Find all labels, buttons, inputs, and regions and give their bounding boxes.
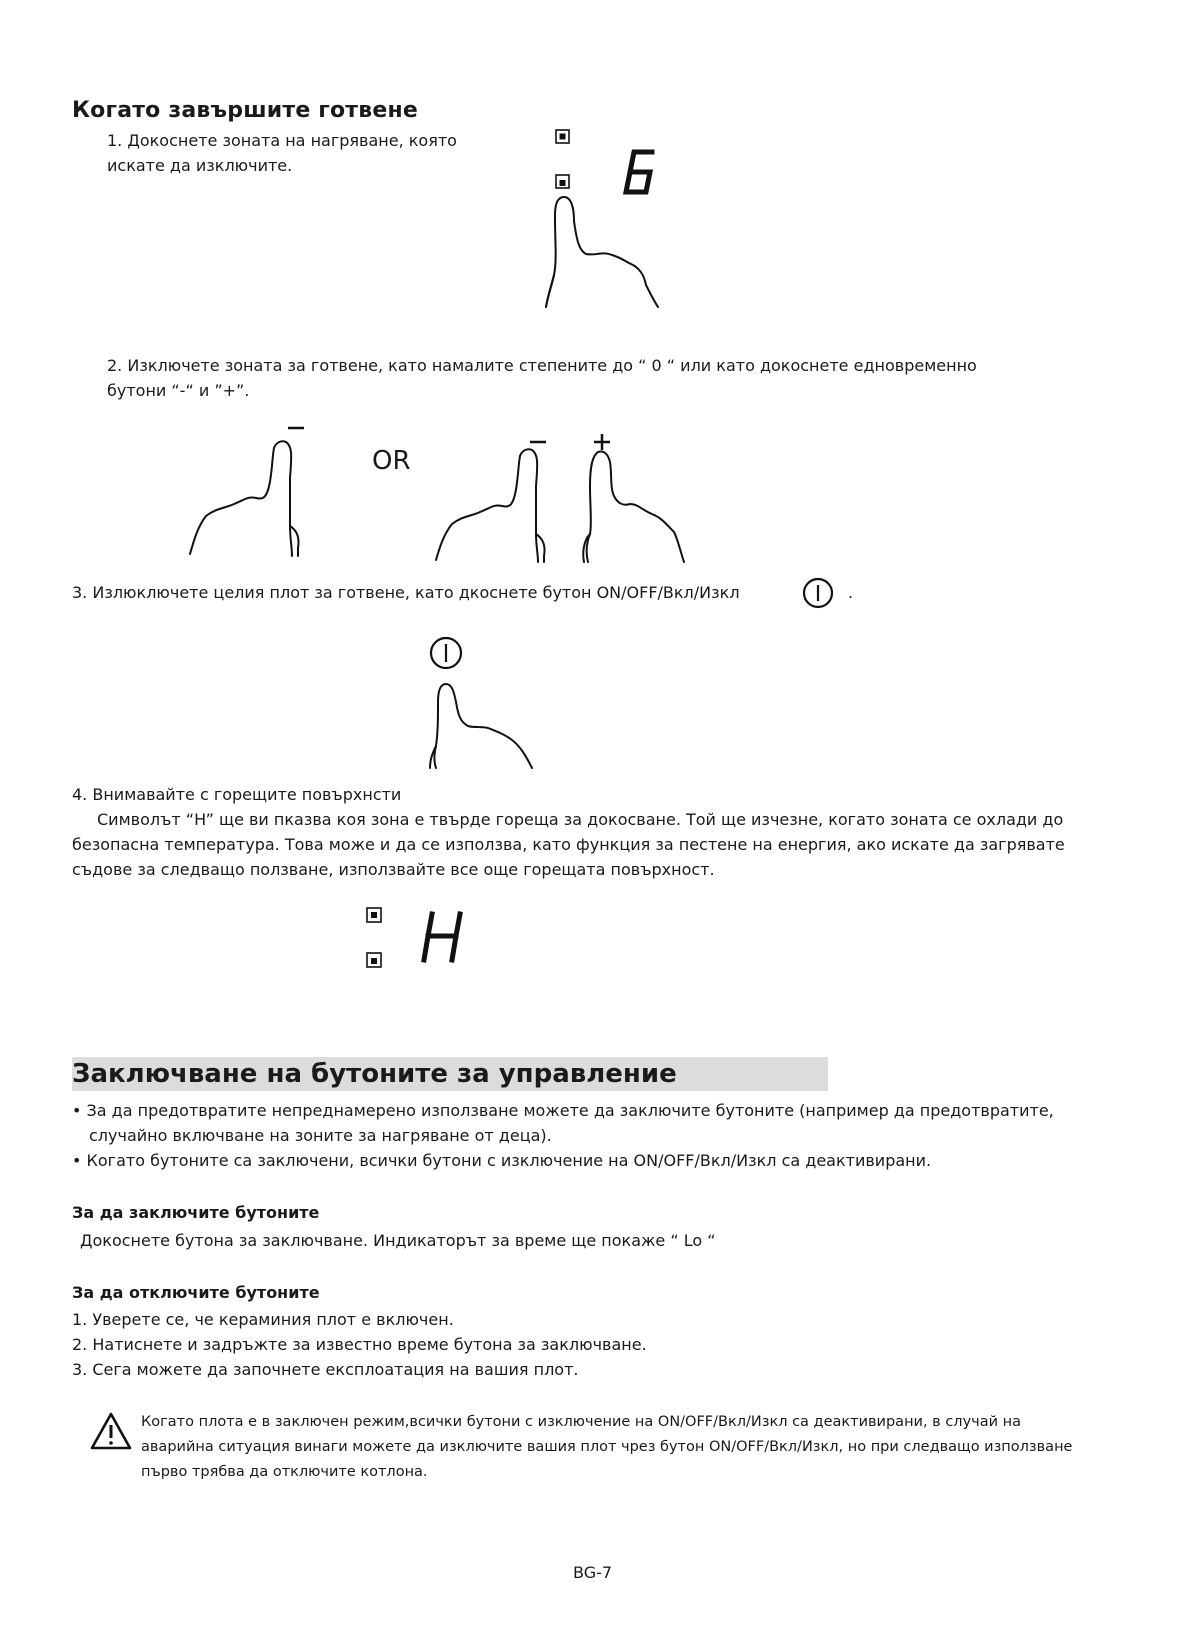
unlock-step2: 2. Натиснете и задръжте за известно време бутона за заключване. [72, 1335, 647, 1354]
minus-touch-illustration [186, 418, 326, 558]
finger-icon [583, 451, 684, 562]
finger-icon [546, 197, 658, 307]
section-title-lock-controls: Заключване на бутоните за управление [72, 1059, 677, 1089]
bullet2: • Когато бутоните са заключени, всички бутони с изключение на ON/OFF/Вкл/Изкл са деактивирани. [72, 1151, 932, 1170]
unlock-step1: 1. Уверете се, че кераминия плот е включен. [72, 1310, 454, 1329]
step3-end: . [848, 583, 854, 602]
step4-line1: Символът “H” ще ви пказва коя зона е твърде гореща за докосване. Той ще изчезне, когато зоната се охлади до [97, 810, 1064, 829]
power-touch-illustration [426, 636, 556, 771]
step4-line3: съдове за следващо ползване, използвайте все още горещата повърхност. [72, 860, 715, 879]
unlock-step3: 3. Сега можете да започнете експлоатация на вашия плот. [72, 1360, 579, 1379]
step3-text: 3. Излюключете целия плот за готвене, като дкоснете бутон ON/OFF/Вкл/Изкл [72, 583, 740, 602]
minus-plus-touch-illustration [434, 428, 714, 563]
step4-line2: безопасна температура. Това може и да се използва, като функция за пестене на енергия, ако искате да загрявате [72, 835, 1065, 854]
hot-symbol [420, 910, 466, 965]
finger-icon [430, 684, 532, 768]
lock-text: Докоснете бутона за заключване. Индикаторът за време ще покаже “ Lo “ [80, 1231, 716, 1250]
bullet1-line2: случайно включване на зоните за нагряване от деца). [89, 1126, 552, 1145]
bullet1-line1: • За да предотвратите непреднамерено използване можете да заключите бутоните (например да предотвратите, [72, 1101, 1054, 1120]
or-label: OR [372, 446, 411, 476]
power-icon [431, 638, 461, 668]
hot-zone-illustration [365, 904, 395, 974]
finger-icon [190, 441, 299, 556]
lock-heading: За да заключите бутоните [72, 1203, 320, 1222]
warning-icon [89, 1411, 133, 1455]
page-number: BG-7 [573, 1563, 613, 1582]
step2-line1: 2. Изключете зоната за готвене, като намалите степените до “ 0 “ или като докоснете едновременно [107, 356, 977, 375]
warning-line1: Когато плота е в заключен режим,всички бутони с изключение на ON/OFF/Вкл/Изкл са деактивирани, в случай на [141, 1414, 1022, 1430]
step1-line2: искате да изключите. [107, 156, 293, 175]
unlock-heading: За да отключите бутоните [72, 1283, 320, 1302]
display-digit-value [622, 148, 623, 149]
plus-icon [594, 434, 610, 450]
touch-zone-illustration [540, 125, 700, 310]
section-title-finish-cooking: Когато завършите готвене [72, 98, 419, 123]
step2-line2: бутони “-“ и ”+”. [107, 381, 250, 400]
power-icon [801, 576, 835, 614]
step1-line1: 1. Докоснете зоната на нагряване, която [107, 131, 457, 150]
finger-icon [436, 449, 545, 562]
warning-line2: аварийна ситуация винаги можете да изключите вашия плот чрез бутон ON/OFF/Вкл/Изкл, но при следващо използване [141, 1439, 1073, 1455]
section-banner-lock-controls [72, 1057, 828, 1091]
hot-symbol-value [420, 910, 421, 911]
warning-line3: първо трябва да отключите котлона. [141, 1464, 428, 1480]
display-digit [622, 148, 662, 198]
step4-title: 4. Внимавайте с горещите повърхнсти [72, 785, 402, 804]
